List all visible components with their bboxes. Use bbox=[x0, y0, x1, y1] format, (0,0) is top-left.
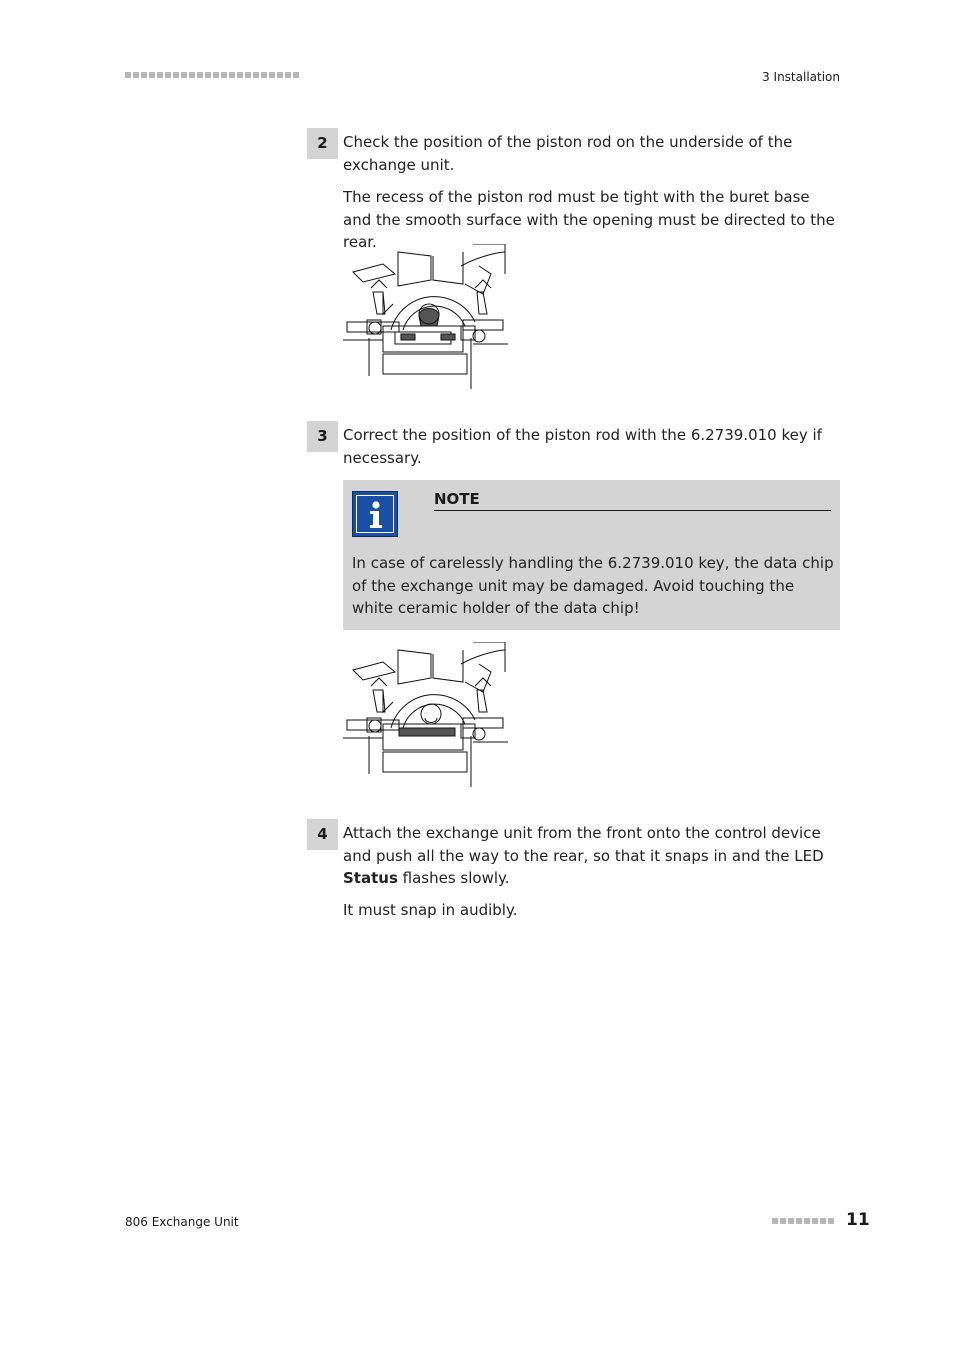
info-icon bbox=[352, 491, 398, 537]
section-title: 3 Installation bbox=[762, 70, 840, 84]
product-name: 806 Exchange Unit bbox=[125, 1215, 239, 1229]
page-number: 11 bbox=[846, 1210, 870, 1230]
footer-decoration bbox=[772, 1218, 834, 1224]
note-title: NOTE bbox=[434, 490, 831, 511]
step-text: Attach the exchange unit from the front onto the control device and push all the way to the rear, so that it snaps in and the LED Status flashes slowly. bbox=[343, 824, 824, 887]
step-detail: It must snap in audibly. bbox=[343, 901, 518, 919]
header-decoration bbox=[125, 72, 299, 80]
step-detail: The recess of the piston rod must be tight with the buret base and the smooth surface with the opening must be directed to the rear. bbox=[343, 188, 835, 251]
step-text: Correct the position of the piston rod with the 6.2739.010 key if necessary. bbox=[343, 426, 822, 467]
note-box bbox=[343, 480, 840, 630]
note-body: In case of carelessly handling the 6.2739.010 key, the data chip of the exchange unit may be damaged. Avoid touching the white ceramic holder of the data chip! bbox=[352, 554, 834, 617]
piston-rod-illustration-after bbox=[343, 642, 508, 794]
step-number: 3 bbox=[307, 421, 338, 452]
step-text: Check the position of the piston rod on the underside of the exchange unit. bbox=[343, 133, 793, 174]
piston-rod-illustration-before bbox=[343, 244, 508, 396]
step-number: 2 bbox=[307, 128, 338, 159]
led-status-label: Status bbox=[343, 869, 398, 887]
step-number: 4 bbox=[307, 819, 338, 850]
